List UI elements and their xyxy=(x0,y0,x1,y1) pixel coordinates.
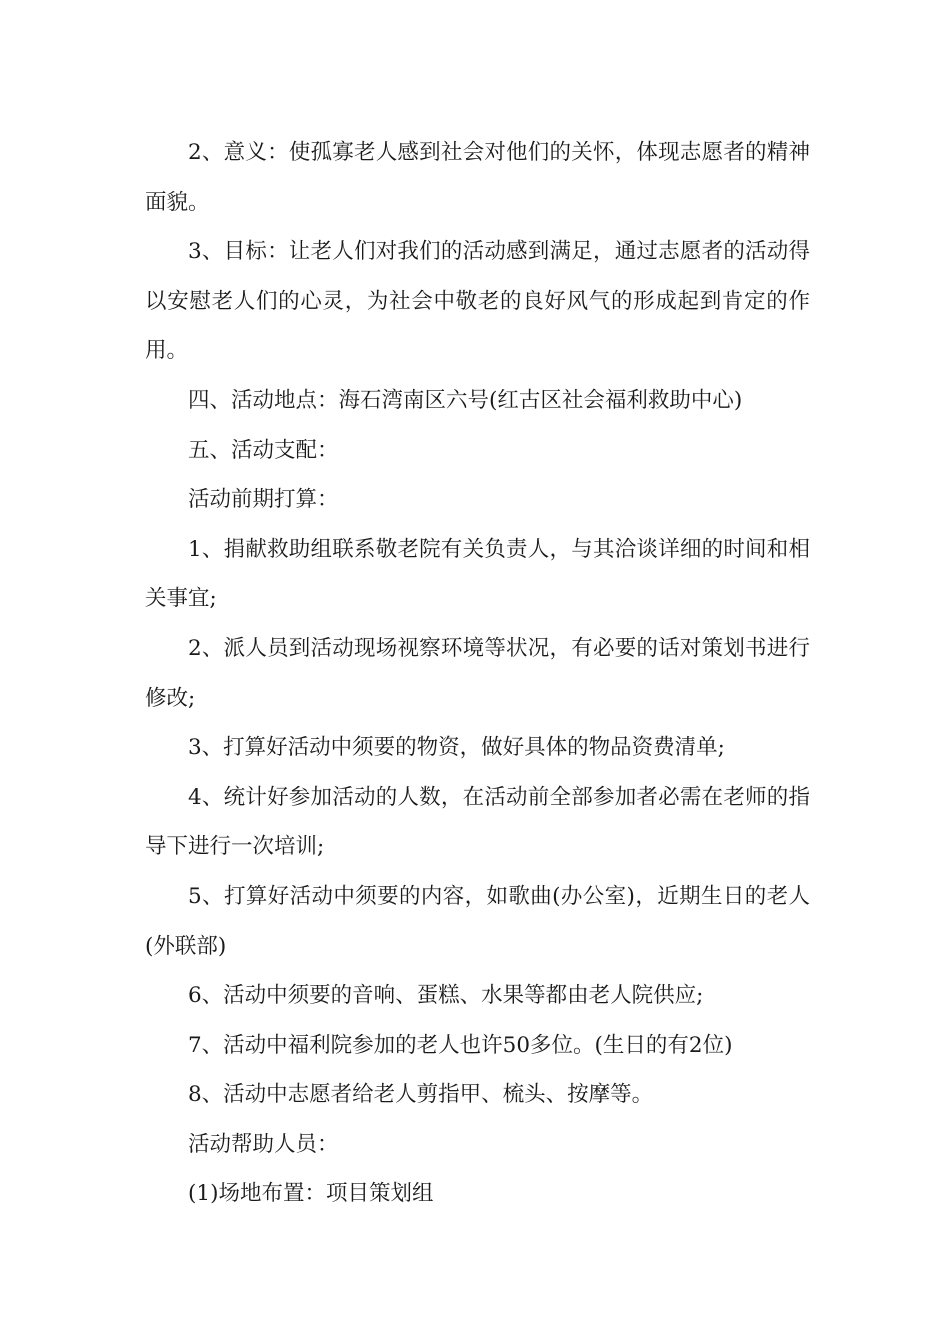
paragraph-significance: 2、意义：使孤寡老人感到社会对他们的关怀，体现志愿者的精神面貌。 xyxy=(145,140,810,215)
paragraph-item-5: 5、打算好活动中须要的内容，如歌曲(办公室)，近期生日的老人(外联部) xyxy=(145,883,810,959)
paragraph-item-3: 3、打算好活动中须要的物资，做好具体的物品资费清单; xyxy=(188,735,725,761)
paragraph-item-8: 8、活动中志愿者给老人剪指甲、梳头、按摩等。 xyxy=(188,1082,654,1108)
paragraph-item-6: 6、活动中须要的音响、蛋糕、水果等都由老人院供应; xyxy=(188,983,704,1009)
paragraph-preparation-heading: 活动前期打算： xyxy=(188,487,339,513)
paragraph-location: 四、活动地点：海石湾南区六号(红古区社会福利救助中心) xyxy=(188,387,743,413)
paragraph-item-7: 7、活动中福利院参加的老人也许50多位。(生日的有2位) xyxy=(188,1032,733,1058)
paragraph-goal: 3、目标：让老人们对我们的活动感到满足，通过志愿者的活动得以安慰老人们的心灵，为社会中敬老的良好风气的形成起到肯定的作用。 xyxy=(145,239,810,364)
paragraph-arrangement-heading: 五、活动支配： xyxy=(188,437,339,463)
paragraph-helpers-heading: 活动帮助人员： xyxy=(188,1131,339,1157)
paragraph-venue-setup: (1)场地布置：项目策划组 xyxy=(188,1181,434,1207)
paragraph-item-1: 1、捐献救助组联系敬老院有关负责人，与其洽谈详细的时间和相关事宜; xyxy=(145,536,810,612)
document-body xyxy=(145,128,810,1219)
paragraph-item-2: 2、派人员到活动现场视察环境等状况，有必要的话对策划书进行修改; xyxy=(145,635,810,711)
paragraph-item-4: 4、统计好参加活动的人数，在活动前全部参加者必需在老师的指导下进行一次培训; xyxy=(145,784,810,860)
